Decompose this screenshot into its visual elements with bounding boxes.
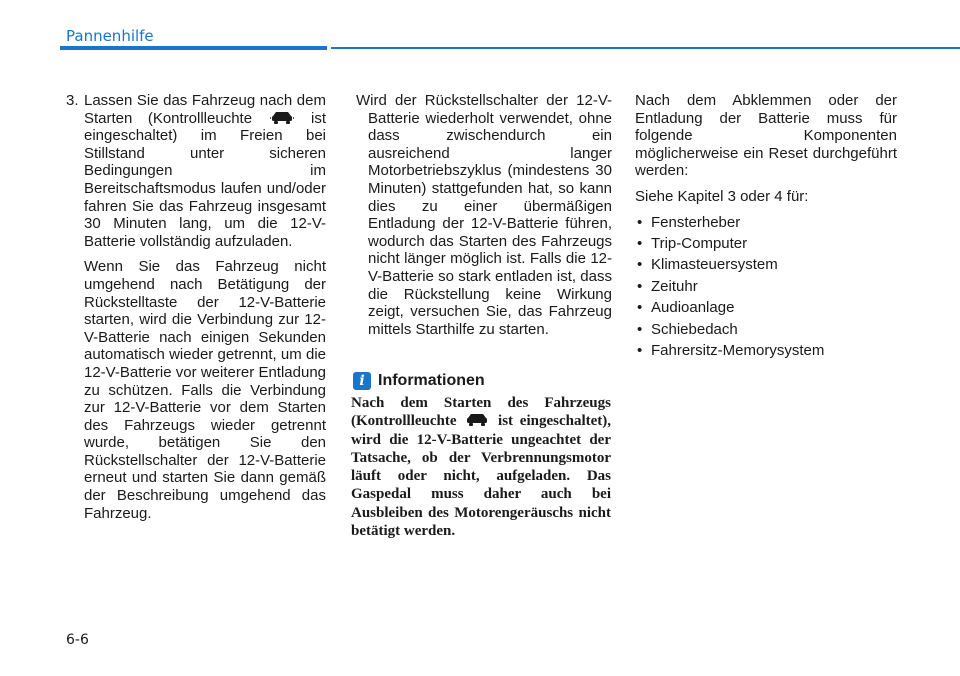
reset-warning-paragraph: Wird der Rückstellschalter der 12-V-Batterie wiederholt verwendet, ohne dass zwischendurch ein ausreichend langer Motorbetriebszyklus (mindestens 30 Minuten) stattgefunden hat, so kann dies zu einer übermäßigen Entladung der 12-V-Batterie führen, wodurch das Starten des Fahrzeugs nicht länger möglich ist. Falls die 12-V-Batterie so stark entladen ist, dass die Rückstellung keine Wirkung zeigt, versuchen Sie, das Fahrzeug mittels Starthilfe zu starten. [356,92,612,338]
step-number: 3. [66,92,79,109]
list-item: • Audioanlage [635,299,897,317]
list-item: • Fahrersitz-Memorysystem [635,342,897,360]
step-3-text-a: Lassen Sie das Fahrzeug nach dem Starten (Kontrollleuchte [84,92,326,127]
info-icon: i [353,372,371,390]
column-middle [356,92,612,338]
info-heading [353,370,485,392]
step-3-text-b: ist eingeschaltet) im Freien bei Stillstand unter sicheren Bedingungen im Bereitschaftsmodus laufen und/oder fahren Sie das Fahrzeug insgesamt 30 Minuten lang, um die 12-V-Batterie vollständig aufzuladen. [84,109,326,250]
see-chapter: Siehe Kapitel 3 oder 4 für: [635,187,809,205]
list-item: • Fensterheber [635,214,897,232]
ready-indicator-lamp-icon [270,110,294,126]
column-right [635,92,897,363]
info-text-b: ist eingeschaltet), wird die 12-V-Batterie ungeachtet der Tatsache, ob der Verbrennungsmotor läuft oder nicht, aufgeladen. Das Gaspedal muss daher auch bei Ausbleiben des Motorengeräuschs nicht betätigt werden. [351,413,612,540]
info-text-a: Nach dem Starten des Fahrzeugs (Kontrollleuchte [351,395,611,430]
header-rule-thick [60,46,327,50]
column-left [66,92,326,522]
reset-intro: Nach dem Abklemmen oder der Entladung der Batterie muss für folgende Komponenten möglicherweise ein Reset durchgeführt werden: [635,92,897,180]
list-item: • Zeituhr [635,278,897,296]
list-item: • Trip-Computer [635,235,897,253]
section-title: Pannenhilfe [66,27,154,45]
reset-components-list [635,214,897,360]
page-number: 6-6 [66,632,89,648]
info-title: Informationen [378,372,485,389]
reconnect-paragraph: Wenn Sie das Fahrzeug nicht umgehend nach Betätigung der Rückstelltaste der 12-V-Batterie starten, wird die Verbindung zur 12-V-Batterie nach einigen Sekunden automatisch wieder getrennt, um die 12-V-Batterie vor weiterer Entladung zu schützen. Falls die Verbindung zur 12-V-Batterie vor dem Starten des Fahrzeugs wieder getrennt wurde, betätigen Sie den Rückstellschalter der 12-V-Batterie erneut und starten Sie dann gemäß der Beschreibung umgehend das Fahrzeug. [84,258,326,522]
info-body [351,394,611,540]
list-item: • Schiebedach [635,321,897,339]
header-rule-thin [331,47,960,49]
step-3-paragraph [66,92,326,250]
ready-indicator-lamp-icon [465,412,489,428]
list-item: • Klimasteuersystem [635,256,897,274]
